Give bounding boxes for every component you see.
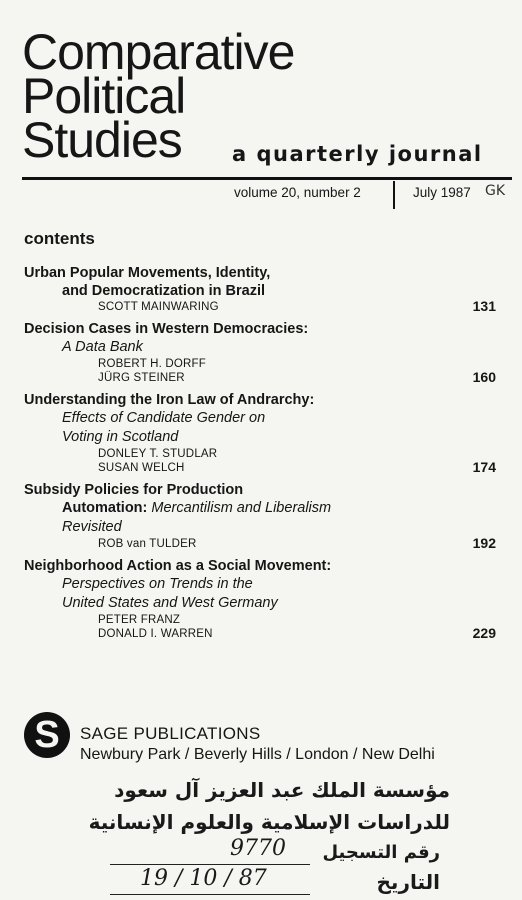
entry-author: JÜRG STEINER	[98, 372, 185, 384]
publisher-cities: Newbury Park / Beverly Hills / London / New Delhi	[80, 746, 435, 763]
stamp-date: 19 / 10 / 87	[140, 866, 267, 891]
entry-author: DONALD I. WARREN	[98, 628, 213, 640]
entry-author: PETER FRANZ	[98, 614, 181, 626]
stamp-line-4: التاريخ	[376, 870, 440, 894]
volume-number: volume 20, number 2	[234, 185, 361, 200]
journal-tagline: a quarterly journal	[232, 142, 483, 166]
stamp-rule	[110, 864, 310, 865]
entry-subtitle: Effects of Candidate Gender on	[62, 410, 266, 426]
stamp-line-1: مؤسسة الملك عبد العزيز آل سعود	[114, 778, 450, 802]
issue-date: July 1987	[413, 185, 471, 200]
toc-entry[interactable]	[24, 481, 496, 551]
entry-title: Urban Popular Movements, Identity,	[24, 265, 271, 281]
contents-heading: contents	[24, 229, 95, 248]
entry-page-number: 229	[472, 625, 496, 641]
entry-title: Understanding the Iron Law of Andrarchy:	[24, 392, 315, 408]
stamp-line-2: للدراسات الإسلامية والعلوم الإنسانية	[88, 810, 450, 834]
library-stamp	[88, 778, 450, 900]
entry-author: SUSAN WELCH	[98, 462, 185, 474]
entry-title: and Democratization in Brazil	[62, 283, 266, 299]
entry-title-continued: Automation:	[62, 500, 148, 516]
stamp-rule	[110, 894, 310, 895]
issue-divider	[393, 181, 395, 209]
toc-entry[interactable]	[24, 557, 496, 641]
entry-title: Subsidy Policies for Production	[24, 482, 244, 498]
entry-subtitle: United States and West Germany	[62, 595, 278, 611]
toc-entry[interactable]	[24, 391, 496, 475]
masthead-line-1: Comparative	[22, 24, 295, 80]
entry-page-number: 174	[472, 459, 496, 475]
entry-author: ROBERT H. DORFF	[98, 358, 206, 370]
handwritten-initials: GK	[485, 183, 506, 199]
entry-author: DONLEY T. STUDLAR	[98, 448, 218, 460]
sage-logo-letter: S	[34, 714, 60, 756]
entry-subtitle: Revisited	[62, 519, 122, 535]
entry-title: Neighborhood Action as a Social Movement:	[24, 558, 332, 574]
masthead-line-3: Studies	[22, 112, 182, 168]
entry-subtitle: A Data Bank	[62, 339, 143, 355]
entry-subtitle: Perspectives on Trends in the	[62, 576, 253, 592]
entry-page-number: 131	[472, 298, 496, 314]
entry-title: Decision Cases in Western Democracies:	[24, 321, 309, 337]
entry-subtitle	[24, 499, 496, 518]
entry-author: SCOTT MAINWARING	[98, 301, 219, 313]
entry-subtitle: Voting in Scotland	[62, 429, 179, 445]
toc-entry[interactable]	[24, 320, 496, 385]
masthead-rule	[22, 177, 512, 180]
stamp-registration-number: 9770	[230, 836, 286, 861]
entry-author: ROB van TULDER	[98, 538, 197, 550]
toc-entry[interactable]	[24, 264, 496, 314]
masthead-line-2: Political	[22, 68, 186, 124]
entry-page-number: 160	[472, 369, 496, 385]
table-of-contents	[24, 264, 496, 647]
publisher-name: SAGE PUBLICATIONS	[80, 724, 261, 743]
entry-subtitle-part: Mercantilism and Liberalism	[147, 500, 332, 516]
entry-page-number: 192	[472, 535, 496, 551]
stamp-line-3: رقم التسجيل	[322, 842, 440, 863]
